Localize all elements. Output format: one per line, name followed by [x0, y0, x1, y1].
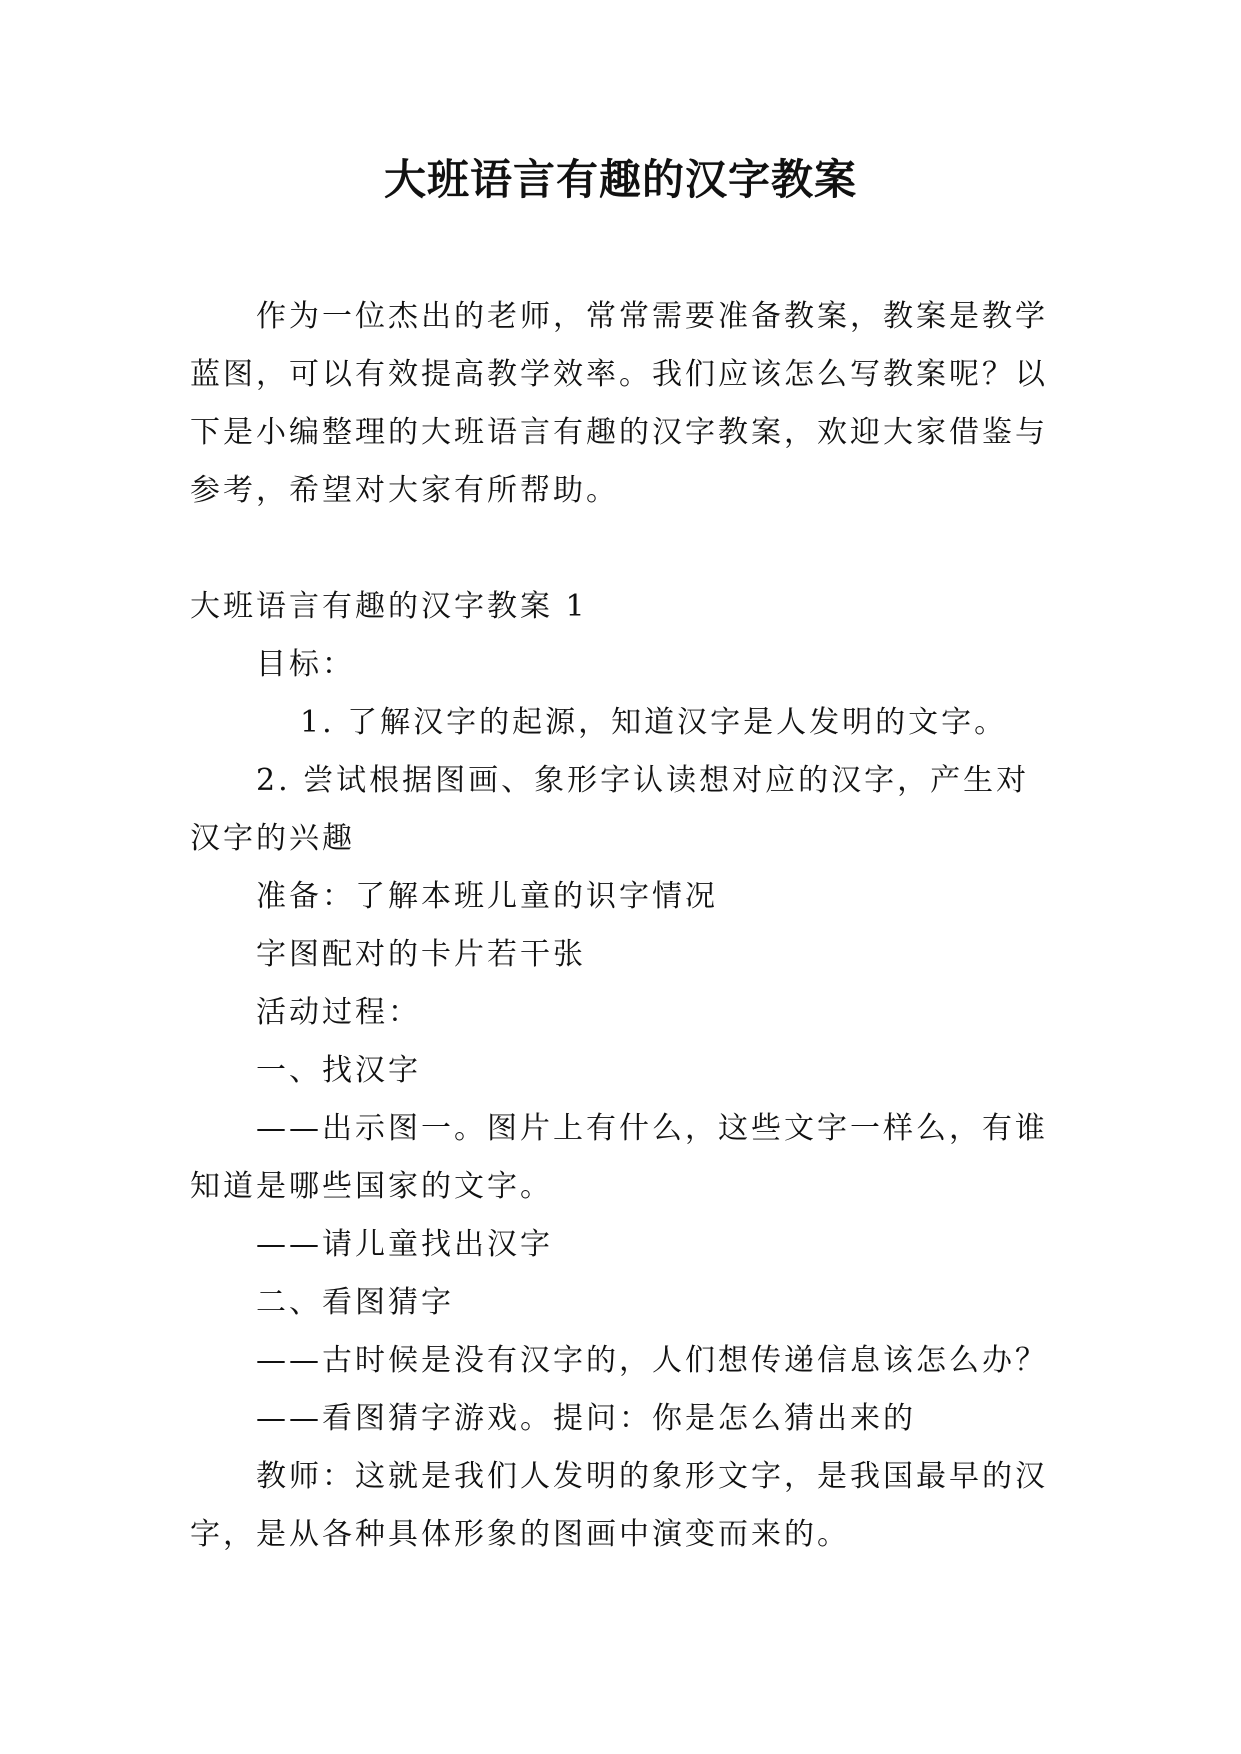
step-2-item-a: ——古时候是没有汉字的，人们想传递信息该怎么办？	[256, 1343, 1048, 1378]
process-label: 活动过程：	[256, 995, 421, 1030]
paragraph-spacer	[190, 520, 1060, 578]
step-1-item-b: ——请儿童找出汉字	[256, 1227, 553, 1262]
step-2-item-b: ——看图猜字游戏。提问：你是怎么猜出来的	[256, 1401, 916, 1436]
intro-paragraph: 作为一位杰出的老师，常常需要准备教案，教案是教学蓝图，可以有效提高教学效率。我们应该怎么写教案呢？以下是小编整理的大班语言有趣的汉字教案，欢迎大家借鉴与参考，希望对大家有所帮助。	[190, 299, 1048, 508]
section-heading: 大班语言有趣的汉字教案 1	[190, 589, 588, 624]
cards-line: 字图配对的卡片若干张	[256, 937, 586, 972]
preparation-line: 准备：了解本班儿童的识字情况	[256, 879, 718, 914]
teacher-paragraph: 教师：这就是我们人发明的象形文字，是我国最早的汉字，是从各种具体形象的图画中演变而来的。	[190, 1459, 1048, 1552]
step-1-item-a: ——出示图一。图片上有什么，这些文字一样么，有谁知道是哪些国家的文字。	[190, 1111, 1048, 1204]
goal-item-1: 1. 了解汉字的起源，知道汉字是人发明的文字。	[300, 705, 1008, 740]
goal-item-2: 2. 尝试根据图画、象形字认读想对应的汉字，产生对汉字的兴趣	[190, 763, 1030, 856]
document-title: 大班语言有趣的汉字教案	[383, 155, 857, 204]
step-2-heading: 二、看图猜字	[256, 1285, 454, 1320]
goals-label: 目标：	[256, 647, 355, 682]
document-body	[190, 288, 1060, 1564]
step-1-heading: 一、找汉字	[256, 1053, 421, 1088]
